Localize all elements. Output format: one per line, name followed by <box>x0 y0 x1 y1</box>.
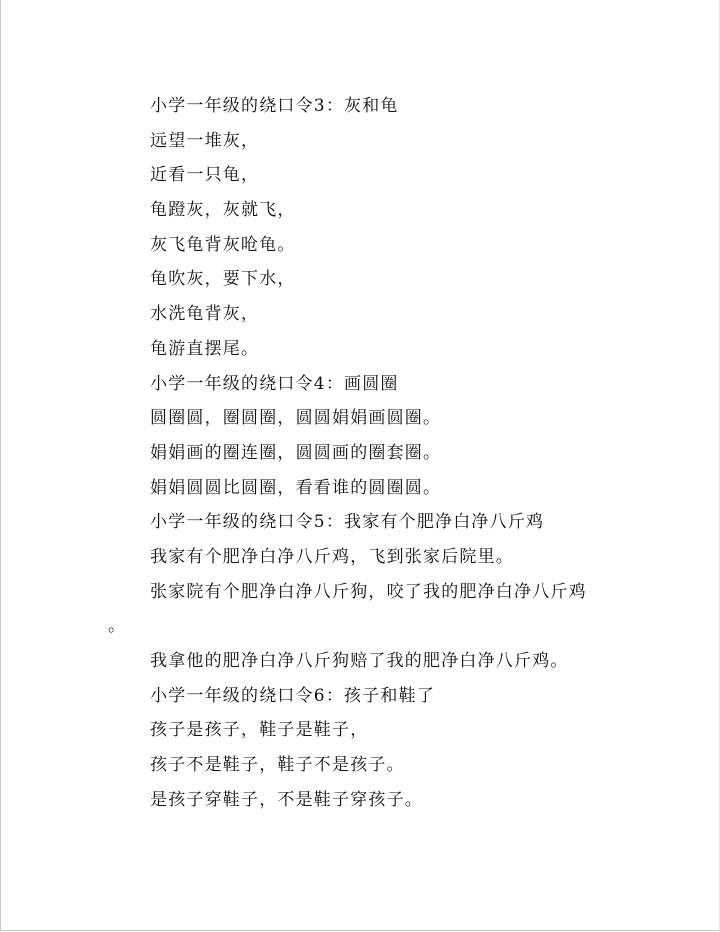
text-line: 龟吹灰，要下水， <box>150 269 296 290</box>
section-heading: 小学一年级的绕口令3：灰和龟 <box>150 96 399 116</box>
text-line: 龟游直摆尾。 <box>150 338 260 359</box>
text-line: 近看一只龟， <box>150 165 260 186</box>
text-line: 是孩子穿鞋子，不是鞋子穿孩子。 <box>150 789 423 810</box>
text-line: 灰飞龟背灰呛龟。 <box>150 234 296 255</box>
text-line: 孩子不是鞋子，鞋子不是孩子。 <box>150 755 405 776</box>
document-body <box>108 92 670 820</box>
section-heading: 小学一年级的绕口令6：孩子和鞋了 <box>150 685 436 706</box>
text-line: 娟娟圆圆比圆圈，看看谁的圆圈圆。 <box>150 477 442 498</box>
text-line: 我家有个肥净白净八斤鸡，飞到张家后院里。 <box>150 546 514 567</box>
text-line: 水洗龟背灰， <box>150 304 260 325</box>
text-line-wrap: 。 <box>108 616 127 637</box>
text-line: 圆圈圆，圈圆圈，圆圆娟娟画圆圈。 <box>150 408 442 429</box>
text-line: 张家院有个肥净白净八斤狗，咬了我的肥净白净八斤鸡 <box>150 581 587 602</box>
text-line: 孩子是孩子，鞋子是鞋子， <box>150 720 369 741</box>
section-heading: 小学一年级的绕口令4：画圆圈 <box>150 373 399 394</box>
text-line: 娟娟画的圈连圈，圆圆画的圈套圈。 <box>150 442 442 463</box>
text-line: 龟蹬灰，灰就飞， <box>150 200 296 221</box>
text-line: 我拿他的肥净白净八斤狗赔了我的肥净白净八斤鸡。 <box>150 651 569 671</box>
section-heading: 小学一年级的绕口令5：我家有个肥净白净八斤鸡 <box>150 512 545 533</box>
text-line: 远望一堆灰， <box>150 130 260 151</box>
